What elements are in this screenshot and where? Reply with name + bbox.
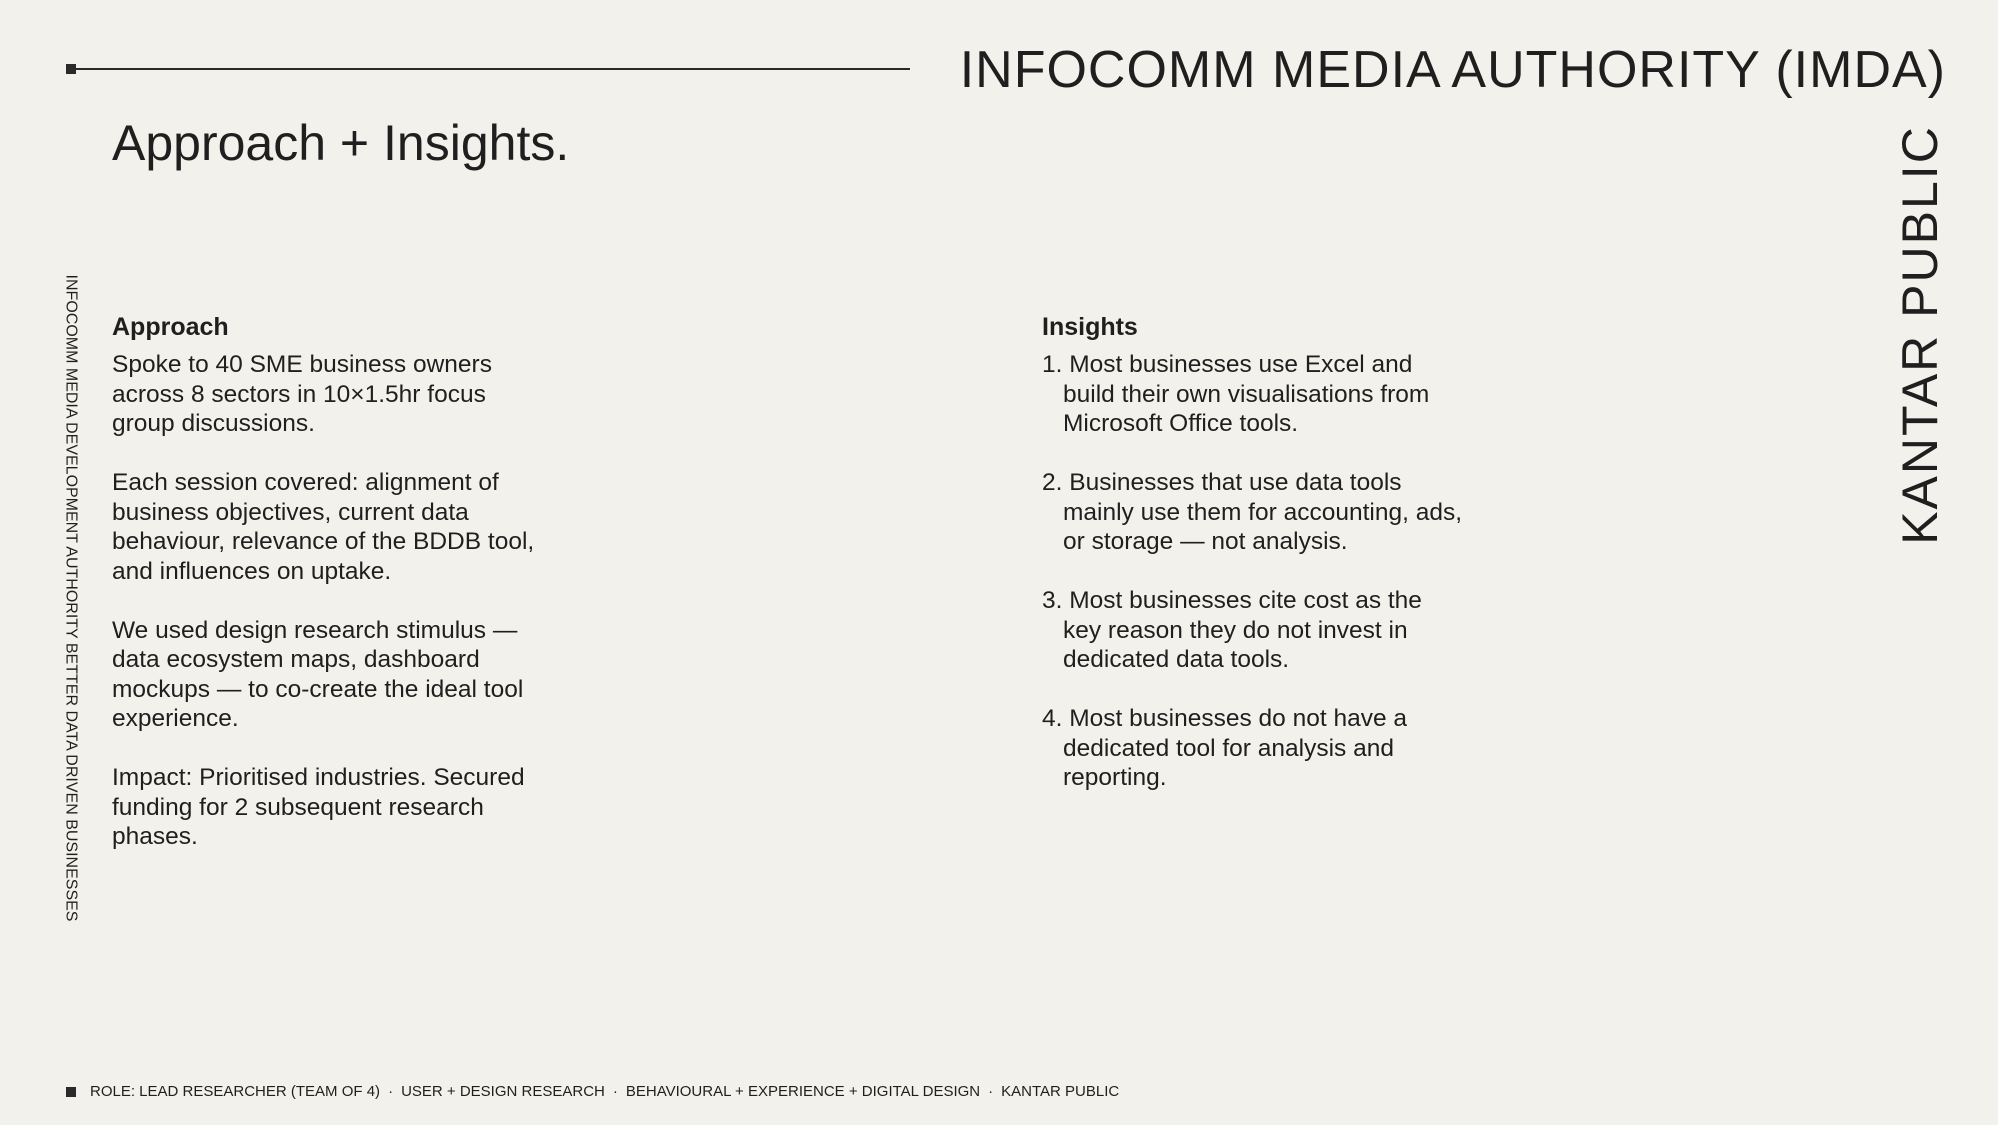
insights-list xyxy=(1042,350,1462,793)
footer-square-icon xyxy=(66,1087,76,1097)
approach-paragraph: Each session covered: alignment of business objectives, current data behaviour, relevance of the BDDB tool, and influences on uptake. xyxy=(112,469,535,585)
client-vertical-text: KANTAR PUBLIC xyxy=(1892,124,1949,545)
footer-separator: · xyxy=(388,1083,394,1100)
approach-heading: Approach xyxy=(112,313,229,341)
page-title: Approach + Insights. xyxy=(112,115,570,171)
footer xyxy=(66,1083,1119,1100)
client-vertical-label xyxy=(1880,124,1960,545)
insight-item: 3. Most businesses cite cost as the key reason they do not invest in dedicated data tools. xyxy=(1042,587,1422,673)
project-side-label xyxy=(50,268,90,928)
insight-item: 4. Most businesses do not have a dedicated tool for analysis and reporting. xyxy=(1042,705,1407,791)
footer-design: BEHAVIOURAL + EXPERIENCE + DIGITAL DESIGN xyxy=(625,1083,981,1100)
footer-separator: · xyxy=(612,1083,618,1100)
insight-item: 1. Most businesses use Excel and build their own visualisations from Microsoft Office tools. xyxy=(1042,351,1430,437)
approach-paragraph: We used design research stimulus — data ecosystem maps, dashboard mockups — to co-create the ideal tool experience. xyxy=(112,616,524,732)
footer-separator: · xyxy=(988,1083,994,1100)
footer-company: KANTAR PUBLIC xyxy=(1001,1083,1120,1100)
approach-section xyxy=(112,310,552,881)
insights-heading: Insights xyxy=(1042,313,1138,341)
project-side-text: INFOCOMM MEDIA DEVELOPMENT AUTHORITY BETTER DATA DRIVEN BUSINESSES xyxy=(62,274,80,922)
approach-paragraph: Impact: Prioritised industries. Secured funding for 2 subsequent research phases. xyxy=(112,764,525,850)
insight-item: 2. Businesses that use data tools mainly use them for accounting, ads, or storage — not analysis. xyxy=(1042,469,1463,555)
header-title: INFOCOMM MEDIA AUTHORITY (IMDA) xyxy=(959,41,1946,99)
footer-discipline: USER + DESIGN RESEARCH xyxy=(401,1083,605,1100)
insights-section xyxy=(1042,310,1462,822)
footer-role: ROLE: LEAD RESEARCHER (TEAM OF 4) xyxy=(90,1083,381,1100)
approach-paragraph: Spoke to 40 SME business owners across 8 sectors in 10×1.5hr focus group discussions. xyxy=(112,351,492,437)
header-rule xyxy=(70,68,910,70)
